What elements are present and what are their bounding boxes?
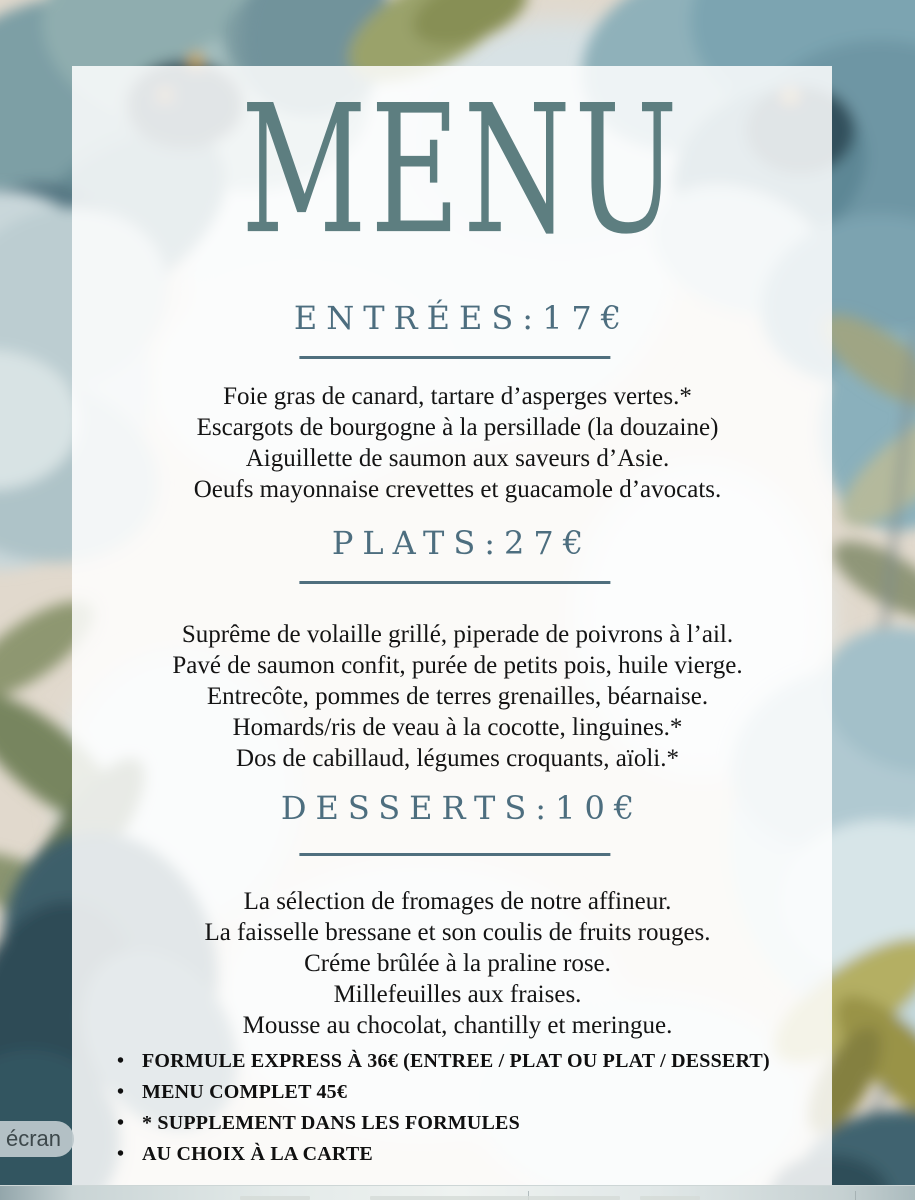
bezel-key-reflection [370,1196,620,1200]
menu-item: Oeufs mayonnaise crevettes et guacamole d’avocats. [193,476,722,503]
menu-title-text: MENU [241,68,682,274]
bullet-icon: • [117,1081,125,1103]
menu-item: La faisselle bressane et son coulis de fruits rouges. [204,919,711,946]
menu-item: Escargots de bourgogne à la persillade (la douzaine) [196,414,719,441]
section-divider-desserts [299,853,610,856]
section-divider-plats [299,581,610,584]
bezel-key-reflection [640,1196,700,1200]
footnote-text: AU CHOIX À LA CARTE [142,1143,373,1165]
section-heading-entrees: ENTRÉES:17€ [293,299,631,337]
menu-item: Entrecôte, pommes de terres grenailles, béarnaise. [206,683,709,710]
footnote-text: MENU COMPLET 45€ [142,1081,348,1103]
footnote-text: * SUPPLEMENT DANS LES FORMULES [142,1112,520,1134]
menu-item: Millefeuilles aux fraises. [333,981,582,1008]
menu-item: Créme brûlée à la praline rose. [304,950,611,977]
footnote-item [117,1139,817,1170]
section-items-plats [80,619,835,774]
section-divider-entrees [299,356,610,359]
screen-capture-button-label: écran [5,1126,61,1151]
menu-item: Mousse au chocolat, chantilly et meringue. [242,1012,673,1039]
section-heading-plats: PLATS:27€ [331,524,593,562]
footnote-text: FORMULE EXPRESS À 36€ (ENTREE / PLAT OU PLAT / DESSERT) [142,1050,770,1072]
bezel-tick [855,1191,856,1200]
menu-item: Aiguillette de saumon aux saveurs d’Asie. [245,445,670,472]
section-items-entrees [80,381,835,505]
footnote-item [117,1046,817,1077]
menu-item: La sélection de fromages de notre affineur. [243,888,672,915]
menu-title [0,68,915,274]
footnote-item [117,1108,817,1139]
bullet-icon: • [117,1050,125,1072]
screen-capture-button[interactable] [0,1121,74,1157]
menu-item: Suprême de volaille grillé, piperade de poivrons à l’ail. [181,621,734,648]
footnote-item [117,1077,817,1108]
section-items-desserts [80,886,835,1041]
menu-item: Homards/ris de veau à la cocotte, linguines.* [232,714,683,741]
menu-item: Pavé de saumon confit, purée de petits pois, huile vierge. [172,652,743,679]
menu-item: Foie gras de canard, tartare d’asperges vertes.* [223,383,692,410]
bullet-icon: • [117,1112,125,1134]
menu-item: Dos de cabillaud, légumes croquants, aïoli.* [236,745,679,772]
bezel-key-reflection [240,1196,310,1200]
footnotes-list [117,1046,817,1170]
bottom-bezel-bar [0,1185,915,1200]
section-heading-desserts: DESSERTS:10€ [280,789,644,827]
bullet-icon: • [117,1143,125,1165]
